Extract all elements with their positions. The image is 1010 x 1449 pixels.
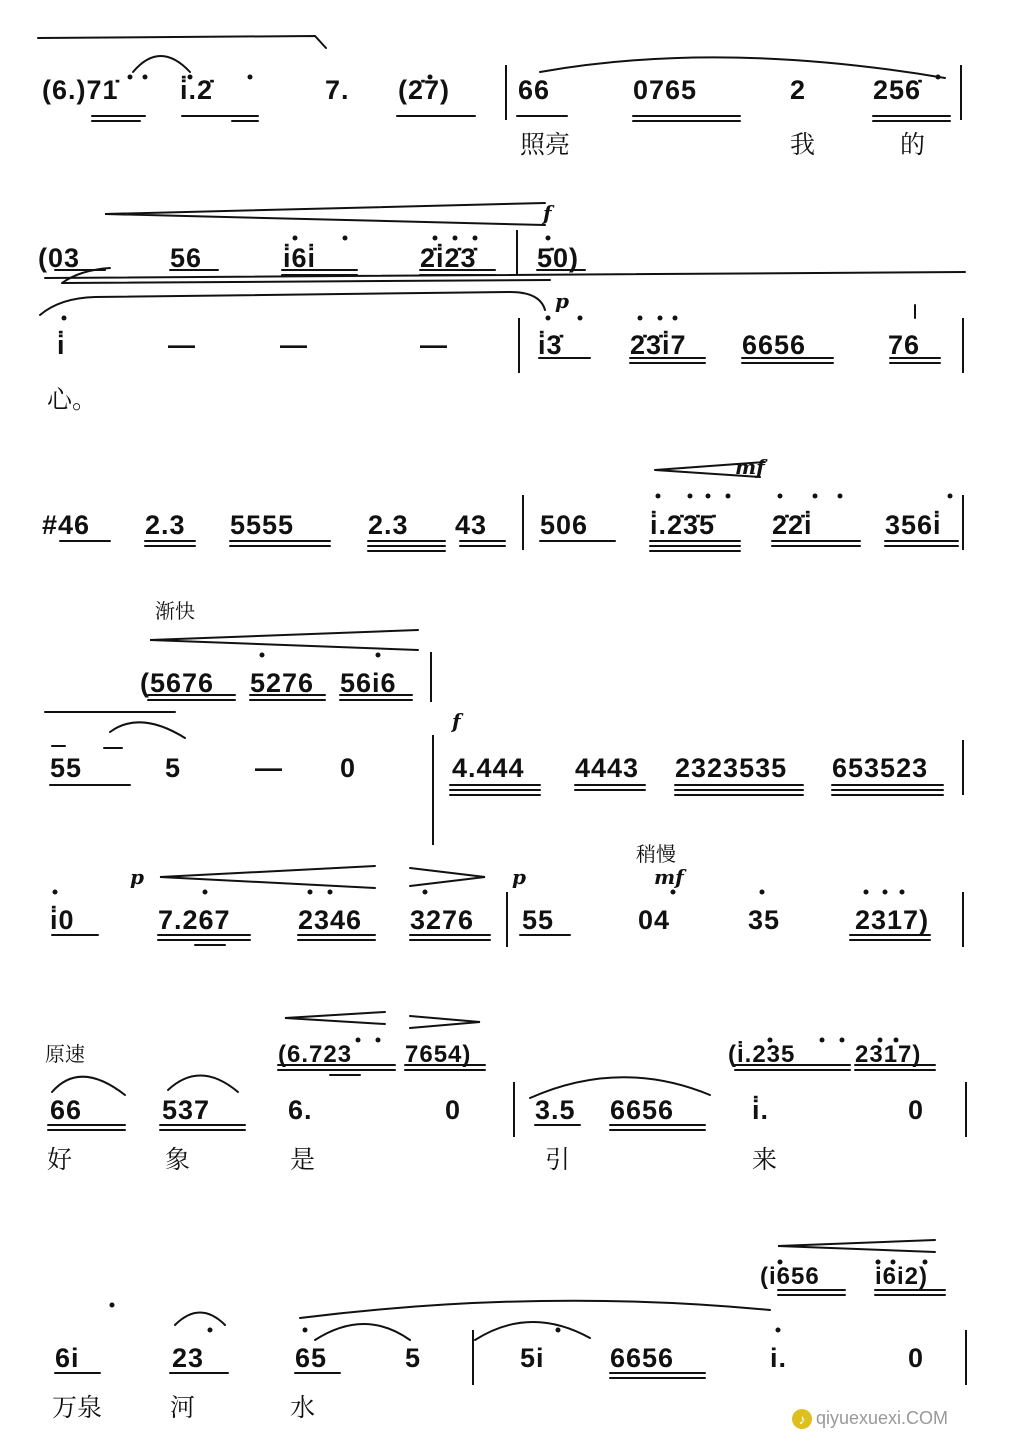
slur-5 — [110, 722, 185, 738]
barline — [518, 318, 520, 373]
accomp-s4-1: (5676 — [140, 668, 215, 698]
note-group-s5-1: i̇0 — [50, 905, 75, 935]
barline — [516, 230, 518, 275]
accomp-s7-1: (i656 — [760, 1263, 820, 1290]
note-group-s3-7: i̇.2̇3̇5̇ — [650, 510, 716, 540]
note-group-s5-2: 7.267 — [158, 905, 231, 935]
note-group-s4-8: 653523 — [832, 753, 929, 783]
note-group-s4-4: 0 — [340, 753, 357, 783]
accomp-s6-2: 7654) — [405, 1041, 472, 1068]
note-group-s6-6: 6656 — [610, 1095, 675, 1125]
lyric-s1-3: 的 — [900, 130, 926, 159]
crescendo-1 — [105, 203, 545, 225]
note-group-s4-1: 55 — [50, 753, 83, 783]
lyric-s6-3: 是 — [290, 1145, 316, 1174]
tempo-mark: 渐快 — [155, 599, 195, 623]
accomp-s2-5: 5̇0) — [537, 243, 580, 273]
note-group-s6-4: 0 — [445, 1095, 462, 1125]
note-group-s3-4: 2.3 — [368, 510, 409, 540]
slur-4 — [40, 292, 545, 315]
note-group-s3-8: 2̇2̇i̇ — [772, 510, 813, 540]
lyric-s1-1: 照亮 — [520, 130, 571, 159]
note-group-s2-8: 76 — [888, 330, 921, 360]
accomp-s2-3: i̇6i̇ — [283, 243, 317, 273]
dynamic-p: p — [512, 865, 526, 889]
barline — [962, 740, 964, 795]
slur-9 — [300, 1301, 770, 1318]
note-group-s7-7: i. — [770, 1343, 788, 1373]
lyric-s7-1: 万泉 — [52, 1393, 103, 1422]
note-group-s2-2: — — [168, 330, 196, 360]
note-group-s6-1: 66 — [50, 1095, 83, 1125]
accomp-s7-2: i6i2) — [875, 1263, 929, 1290]
barline — [505, 65, 507, 120]
slur-top-1 — [38, 36, 326, 48]
decrescendo-2 — [410, 1016, 480, 1028]
note-group-s3-3: 5555 — [230, 510, 295, 540]
note-group-s1-8: 256̇ — [873, 75, 922, 105]
note-group-s2-5: i̇3̇ — [538, 330, 563, 360]
note-group-s2-3: — — [280, 330, 308, 360]
accomp-s2-4: 2̇i̇2̇3̇ — [420, 243, 477, 273]
note-group-s5-3: 2346 — [298, 905, 363, 935]
note-group-s1-5: 66 — [518, 75, 551, 105]
barline — [472, 1330, 474, 1385]
note-group-s4-2: 5 — [165, 753, 182, 783]
tempo-mark: 原速 — [45, 1042, 85, 1066]
barline — [432, 735, 434, 845]
note-group-s4-6: 4443 — [575, 753, 640, 783]
lyric-s6-1: 好 — [47, 1145, 73, 1174]
note-group-s7-8: 0 — [908, 1343, 925, 1373]
decrescendo-1 — [410, 868, 485, 886]
accomp-s4-2: 5276 — [250, 668, 315, 698]
barline — [965, 1082, 967, 1137]
barline — [522, 495, 524, 550]
lyric-s6-4: 引 — [545, 1145, 571, 1174]
lyric-s7-3: 水 — [290, 1393, 316, 1422]
note-group-s1-4: (2̇7) — [398, 75, 451, 105]
note-group-s3-2: 2.3 — [145, 510, 186, 540]
lyric-s6-2: 象 — [165, 1145, 191, 1174]
dynamic-mf: mf — [654, 865, 684, 889]
barline — [962, 318, 964, 373]
note-group-s7-6: 6656 — [610, 1343, 675, 1373]
note-group-s4-3: — — [255, 753, 283, 783]
note-group-s6-7: i̇. — [752, 1095, 770, 1125]
dynamic-p: p — [130, 865, 144, 889]
note-group-s7-4: 5 — [405, 1343, 422, 1373]
barline — [960, 65, 962, 120]
note-group-s7-5: 5i — [520, 1343, 545, 1373]
note-group-s1-6: 0765 — [633, 75, 698, 105]
note-group-s3-9: 356i̇ — [885, 510, 942, 540]
dynamic-f: f — [543, 201, 552, 225]
slur-6 — [52, 1077, 125, 1095]
note-group-s1-7: 2 — [790, 75, 807, 105]
crescendo-6 — [778, 1240, 935, 1252]
note-group-s4-5: 4.444 — [452, 753, 525, 783]
crescendo-5 — [285, 1012, 385, 1024]
note-group-s7-3: 65 — [295, 1343, 328, 1373]
dynamic-mf: mf — [735, 455, 765, 479]
note-group-s2-6: 2̇3̇i̇7 — [630, 330, 687, 360]
accomp-s6-4: 2317) — [855, 1041, 922, 1068]
note-group-s6-2: 537 — [162, 1095, 211, 1125]
watermark — [792, 1407, 948, 1429]
crescendo-3 — [150, 630, 418, 650]
slur-7 — [168, 1075, 238, 1092]
barline — [962, 495, 964, 550]
slur-1 — [133, 56, 190, 72]
note-group-s5-8: 2317) — [855, 905, 930, 935]
note-group-s1-2: i̇.2̇ — [180, 75, 214, 105]
accomp-s4-3: 56i6 — [340, 668, 397, 698]
note-group-s5-5: 55 — [522, 905, 555, 935]
note-group-s2-4: — — [420, 330, 448, 360]
accomp-s2-1: (03 — [38, 243, 81, 273]
note-group-s2-7: 6656 — [742, 330, 807, 360]
lyric-s2-1: 心。 — [47, 385, 98, 414]
note-group-s3-6: 506 — [540, 510, 589, 540]
crescendo-4 — [160, 866, 375, 888]
dynamic-f: f — [452, 709, 461, 733]
music-note-icon: ♪ — [792, 1409, 812, 1429]
note-group-s5-6: 04 — [638, 905, 671, 935]
note-group-s7-2: 23 — [172, 1343, 205, 1373]
note-group-s3-1: #46 — [42, 510, 91, 540]
watermark-text: qiyuexuexi.COM — [816, 1408, 949, 1428]
note-group-s5-7: 35 — [748, 905, 781, 935]
barline — [506, 892, 508, 947]
note-group-s5-4: 3276 — [410, 905, 475, 935]
note-group-s2-1: i̇ — [57, 330, 66, 360]
accomp-s6-1: (6.723 — [278, 1041, 353, 1068]
slur-10 — [175, 1313, 225, 1326]
tempo-mark: 稍慢 — [636, 842, 676, 866]
note-group-s3-5: 43 — [455, 510, 488, 540]
lyric-s7-2: 河 — [170, 1393, 196, 1422]
slur-12 — [475, 1322, 590, 1340]
barline — [965, 1330, 967, 1385]
dynamic-p: p — [555, 289, 569, 313]
accomp-s6-3: (i̇.235 — [728, 1041, 796, 1068]
lyric-s6-5: 来 — [752, 1145, 778, 1174]
note-group-s6-3: 6. — [288, 1095, 313, 1125]
barline — [513, 1082, 515, 1137]
slur-11 — [315, 1324, 410, 1340]
note-group-s6-5: 3.5 — [535, 1095, 576, 1125]
barline — [962, 892, 964, 947]
note-group-s7-1: 6i — [55, 1343, 80, 1373]
note-group-s1-1: (6.)71̇ — [42, 75, 119, 105]
note-group-s4-7: 2323535 — [675, 753, 788, 783]
accomp-s2-2: 56 — [170, 243, 203, 273]
barline — [430, 652, 432, 702]
note-group-s6-8: 0 — [908, 1095, 925, 1125]
lyric-s1-2: 我 — [790, 130, 816, 159]
note-group-s1-3: 7. — [325, 75, 350, 105]
